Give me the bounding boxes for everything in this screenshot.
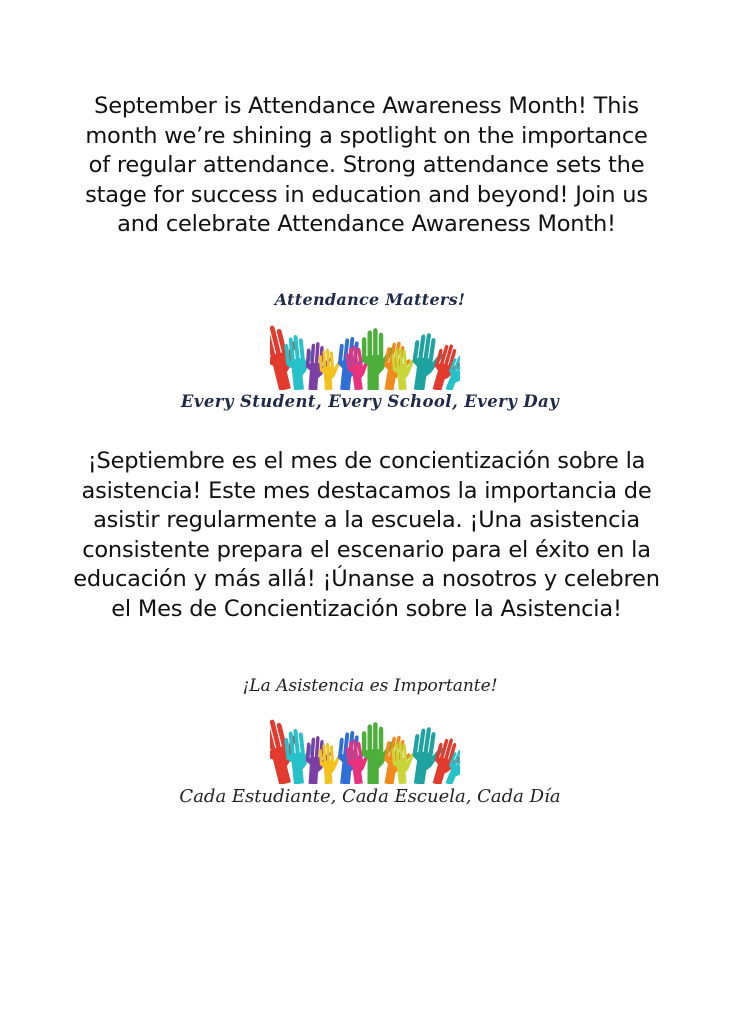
graphic-tagline: Cada Estudiante, Cada Escuela, Cada Día xyxy=(179,786,561,807)
spanish-line: el Mes de Concientización sobre la Asistencia! xyxy=(111,595,622,622)
raised-hands-drawing xyxy=(270,708,460,784)
attendance-matters-graphic xyxy=(140,288,600,420)
spanish-line: ¡Septiembre es el mes de concientización sobre la xyxy=(87,448,646,474)
spanish-line: asistencia! Este mes destacamos la importancia de xyxy=(81,477,652,504)
spanish-line: asistir regularmente a la escuela. ¡Una asistencia xyxy=(93,507,640,533)
graphic-tagline: Every Student, Every School, Every Day xyxy=(180,392,560,411)
english-paragraph xyxy=(50,92,683,240)
english-line: and celebrate Attendance Awareness Month! xyxy=(117,211,616,237)
spanish-line: consistente prepara el escenario para el éxito en la xyxy=(82,536,651,563)
spanish-line: educación y más allá! ¡Únanse a nosotros y celebren xyxy=(73,566,660,592)
raised-hands-drawing xyxy=(270,318,460,390)
graphic-title: ¡La Asistencia es Importante! xyxy=(242,676,498,696)
raised-hands-icon xyxy=(270,708,460,784)
asistencia-importante-graphic xyxy=(140,676,600,814)
english-line: stage for success in education and beyond! Join us xyxy=(85,181,648,208)
spanish-paragraph xyxy=(50,447,683,624)
english-line: month we’re shining a spotlight on the importance xyxy=(85,122,648,149)
english-line: of regular attendance. Strong attendance sets the xyxy=(88,152,645,178)
graphic-title: Attendance Matters! xyxy=(274,290,466,309)
raised-hands-icon xyxy=(270,318,460,390)
english-line: September is Attendance Awareness Month! This xyxy=(94,93,639,119)
